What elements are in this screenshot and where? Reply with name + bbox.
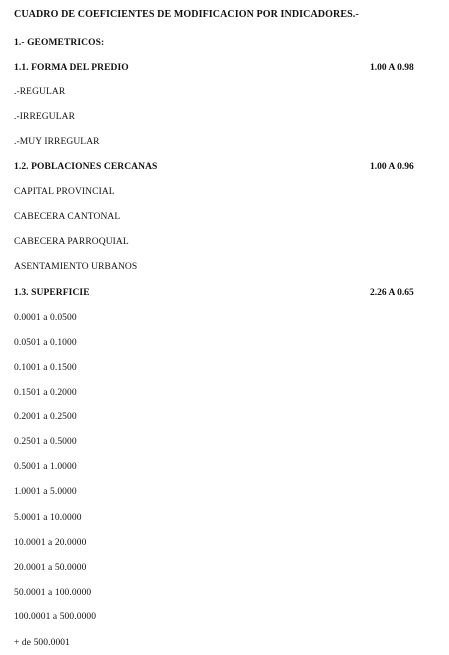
list-item: .-IRREGULAR — [14, 112, 75, 122]
list-item: CABECERA PARROQUIAL — [14, 237, 129, 247]
list-item: 0.5001 a 1.0000 — [14, 462, 77, 472]
subsection-heading-forma-predio: 1.1. FORMA DEL PREDIO — [14, 63, 129, 73]
list-item: 50.0001 a 100.0000 — [14, 588, 92, 598]
list-item: ASENTAMIENTO URBANOS — [14, 262, 138, 272]
section-heading-geometricos: 1.- GEOMETRICOS: — [14, 38, 105, 48]
subsection-heading-superficie: 1.3. SUPERFICIE — [14, 288, 90, 298]
subsection-range-poblaciones: 1.00 A 0.96 — [370, 162, 414, 172]
list-item: 0.0001 a 0.0500 — [14, 313, 77, 323]
list-item: .-MUY IRREGULAR — [14, 137, 100, 147]
list-item: 0.2501 a 0.5000 — [14, 437, 77, 447]
list-item: 0.2001 a 0.2500 — [14, 412, 77, 422]
document-title: CUADRO DE COEFICIENTES DE MODIFICACION POR INDICADORES.- — [14, 9, 359, 20]
list-item: 0.1501 a 0.2000 — [14, 388, 77, 398]
list-item: 5.0001 a 10.0000 — [14, 513, 82, 523]
subsection-range-superficie: 2.26 A 0.65 — [370, 288, 414, 298]
subsection-heading-poblaciones: 1.2. POBLACIONES CERCANAS — [14, 162, 158, 172]
list-item: 20.0001 a 50.0000 — [14, 563, 87, 573]
list-item: CABECERA CANTONAL — [14, 212, 121, 222]
list-item: 0.1001 a 0.1500 — [14, 363, 77, 373]
list-item: CAPITAL PROVINCIAL — [14, 187, 115, 197]
list-item: .-REGULAR — [14, 87, 66, 97]
subsection-range-forma-predio: 1.00 A 0.98 — [370, 63, 414, 73]
list-item: 0.0501 a 0.1000 — [14, 338, 77, 348]
list-item: 100.0001 a 500.0000 — [14, 612, 97, 622]
list-item: + de 500.0001 — [14, 638, 70, 648]
list-item: 1.0001 a 5.0000 — [14, 487, 77, 497]
list-item: 10.0001 a 20.0000 — [14, 538, 87, 548]
